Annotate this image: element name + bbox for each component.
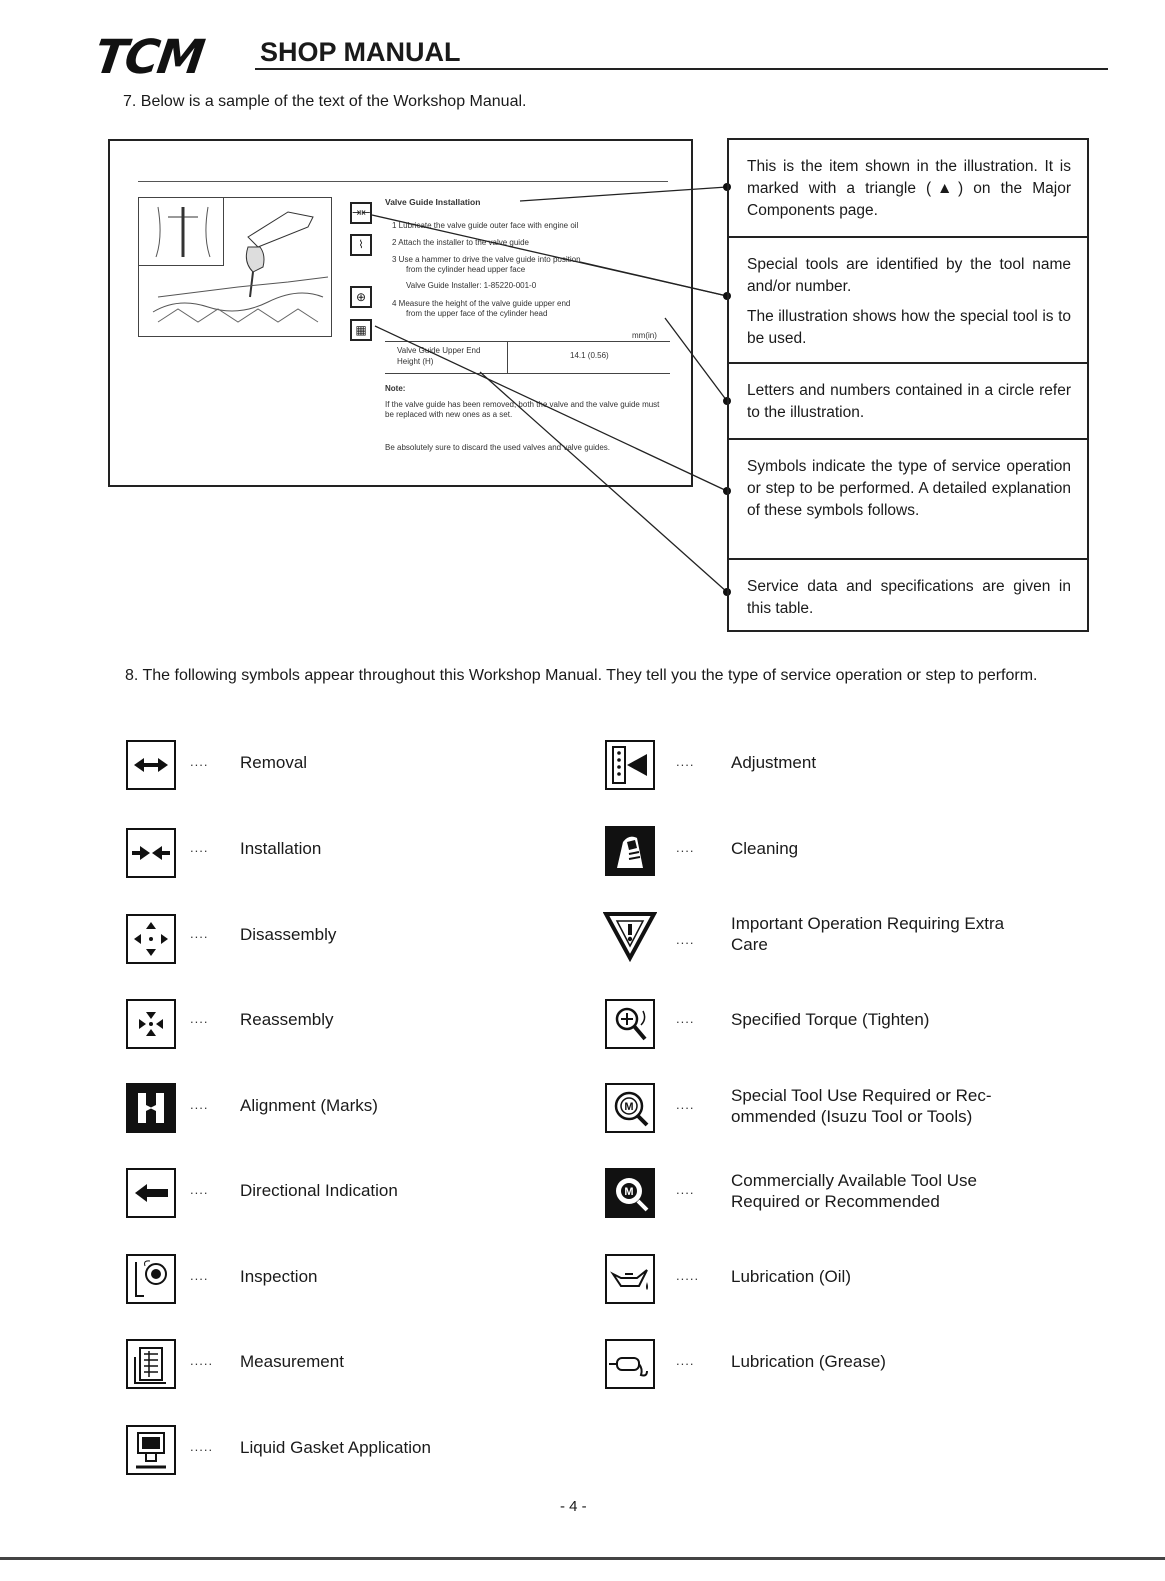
leader-dots: ....: [190, 840, 209, 855]
removal-icon: [126, 740, 176, 790]
leader-dots: .....: [190, 1439, 214, 1454]
callout-symbols: Symbols indicate the type of service operation or step to be performed. A detailed explanation of these symbols follows.: [747, 458, 1071, 519]
sample-tool-symbol: ⊕: [350, 286, 372, 308]
symbol-label-adjustment: Adjustment: [731, 753, 817, 772]
sample-step: 1 Lubricate the valve guide outer face with engine oil: [392, 221, 579, 230]
callout-special-tools: Special tools are identified by the tool name and/or number.: [747, 256, 1071, 295]
sample-unit: mm(in): [632, 331, 657, 340]
symbol-label-alignment: Alignment (Marks): [240, 1096, 378, 1115]
symbol-label-direction: Directional Indication: [240, 1181, 398, 1200]
callout-divider: [729, 558, 1087, 560]
symbol-label-installation: Installation: [240, 839, 322, 858]
sample-step: from the cylinder head upper face: [406, 265, 526, 274]
sample-heading: Valve Guide Installation: [385, 197, 481, 207]
callout-divider: [729, 438, 1087, 440]
symbol-label-lubrication-grease: Lubrication (Grease): [731, 1352, 886, 1371]
leader-dots: ....: [676, 1353, 695, 1368]
cleaning-icon: [605, 826, 655, 876]
sample-step: 3 Use a hammer to drive the valve guide into position: [392, 255, 581, 264]
symbol-label-important-operation-cont: Care: [731, 935, 768, 954]
disassembly-icon: [126, 914, 176, 964]
callout-divider: [729, 362, 1087, 364]
symbols-intro: 8. The following symbols appear throughout this Workshop Manual. They tell you the type of service operation or step to perform.: [125, 667, 1038, 684]
callout-box: [727, 138, 1089, 632]
symbol-label-measurement: Measurement: [240, 1352, 344, 1371]
callout-item-illustration: This is the item shown in the illustration. It is marked with a triangle (▲) on the Major Components page.: [747, 158, 1071, 219]
symbol-label-commercial-tool: Commercially Available Tool Use: [731, 1171, 977, 1190]
important-operation-icon: [603, 910, 657, 962]
sample-installation-symbol: ⇥⇤: [350, 202, 372, 224]
leader-dots: ....: [676, 840, 695, 855]
inspection-icon: [126, 1254, 176, 1304]
installation-icon: [126, 828, 176, 878]
sample-oil-symbol: ⌇: [350, 234, 372, 256]
leader-dots: ....: [190, 1097, 209, 1112]
symbol-label-lubrication-oil: Lubrication (Oil): [731, 1267, 851, 1286]
symbol-label-reassembly: Reassembly: [240, 1010, 334, 1029]
symbol-label-commercial-tool-cont: Required or Recommended: [731, 1192, 940, 1211]
torque-icon: [605, 999, 655, 1049]
callout-divider: [729, 236, 1087, 238]
symbol-label-removal: Removal: [240, 753, 308, 772]
page-title: SHOP MANUAL: [260, 37, 461, 67]
sample-note: Be absolutely sure to discard the used valves and valve guides.: [385, 443, 611, 452]
special-tool-icon: [605, 1083, 655, 1133]
leader-dots: ....: [190, 1182, 209, 1197]
measurement-icon: [126, 1339, 176, 1389]
callout-tool-usage: The illustration shows how the special tool is to be used.: [747, 308, 1071, 347]
liquid-gasket-icon: [126, 1425, 176, 1475]
sample-step: 4 Measure the height of the valve guide upper end: [392, 299, 571, 308]
leader-dots: ....: [190, 926, 209, 941]
leader-dots: ....: [676, 1011, 695, 1026]
leader-dots: .....: [190, 1353, 214, 1368]
leader-dots: ....: [190, 1268, 209, 1283]
sample-note-title: Note:: [385, 384, 406, 393]
page-number: - 4 -: [560, 1498, 587, 1515]
symbol-label-inspection: Inspection: [240, 1267, 318, 1286]
symbol-label-important-operation: Important Operation Requiring Extra: [731, 914, 1005, 933]
sample-step: from the upper face of the cylinder head: [406, 309, 548, 318]
symbol-label-liquid-gasket: Liquid Gasket Application: [240, 1438, 431, 1457]
leader-dots: .....: [676, 1268, 700, 1283]
callout-circle-references: Letters and numbers contained in a circle refer to the illustration.: [747, 382, 1071, 421]
alignment-icon: [126, 1083, 176, 1133]
leader-dots: ....: [676, 1182, 695, 1197]
symbol-label-disassembly: Disassembly: [240, 925, 337, 944]
sample-step: Valve Guide Installer: 1-85220-001-0: [406, 281, 537, 290]
direction-icon: [126, 1168, 176, 1218]
adjustment-icon: [605, 740, 655, 790]
symbol-label-cleaning: Cleaning: [731, 839, 799, 858]
reassembly-icon: [126, 999, 176, 1049]
leader-dots: ....: [676, 1097, 695, 1112]
leader-dots: ....: [190, 1011, 209, 1026]
lubrication-oil-icon: [605, 1254, 655, 1304]
symbol-label-special-tool: Special Tool Use Required or Rec-: [731, 1086, 992, 1105]
tcm-logo: TCM: [91, 30, 207, 85]
callout-service-data: Service data and specifications are given in this table.: [747, 578, 1071, 617]
sample-table-label: Valve Guide Upper End: [397, 346, 481, 355]
sample-step: 2 Attach the installer to the valve guide: [392, 238, 529, 247]
leader-dots: ....: [676, 754, 695, 769]
leader-dots: ....: [676, 932, 695, 947]
commercial-tool-icon: [605, 1168, 655, 1218]
symbol-label-torque: Specified Torque (Tighten): [731, 1010, 930, 1029]
leader-dots: ....: [190, 754, 209, 769]
sample-measure-symbol: ▦: [350, 319, 372, 341]
intro-text: 7. Below is a sample of the text of the Workshop Manual.: [123, 93, 527, 110]
symbol-label-special-tool-cont: ommended (Isuzu Tool or Tools): [731, 1107, 973, 1126]
footer-rule: [0, 1557, 1165, 1560]
sample-note: If the valve guide has been removed, both the valve and the valve guide must be replaced with new ones as a set.: [385, 400, 660, 419]
sample-table-label: Height (H): [397, 357, 434, 366]
svg-text:M: M: [624, 1186, 634, 1198]
lubrication-grease-icon: [605, 1339, 655, 1389]
svg-text:M: M: [624, 1101, 634, 1113]
sample-table-value: 14.1 (0.56): [570, 351, 609, 360]
